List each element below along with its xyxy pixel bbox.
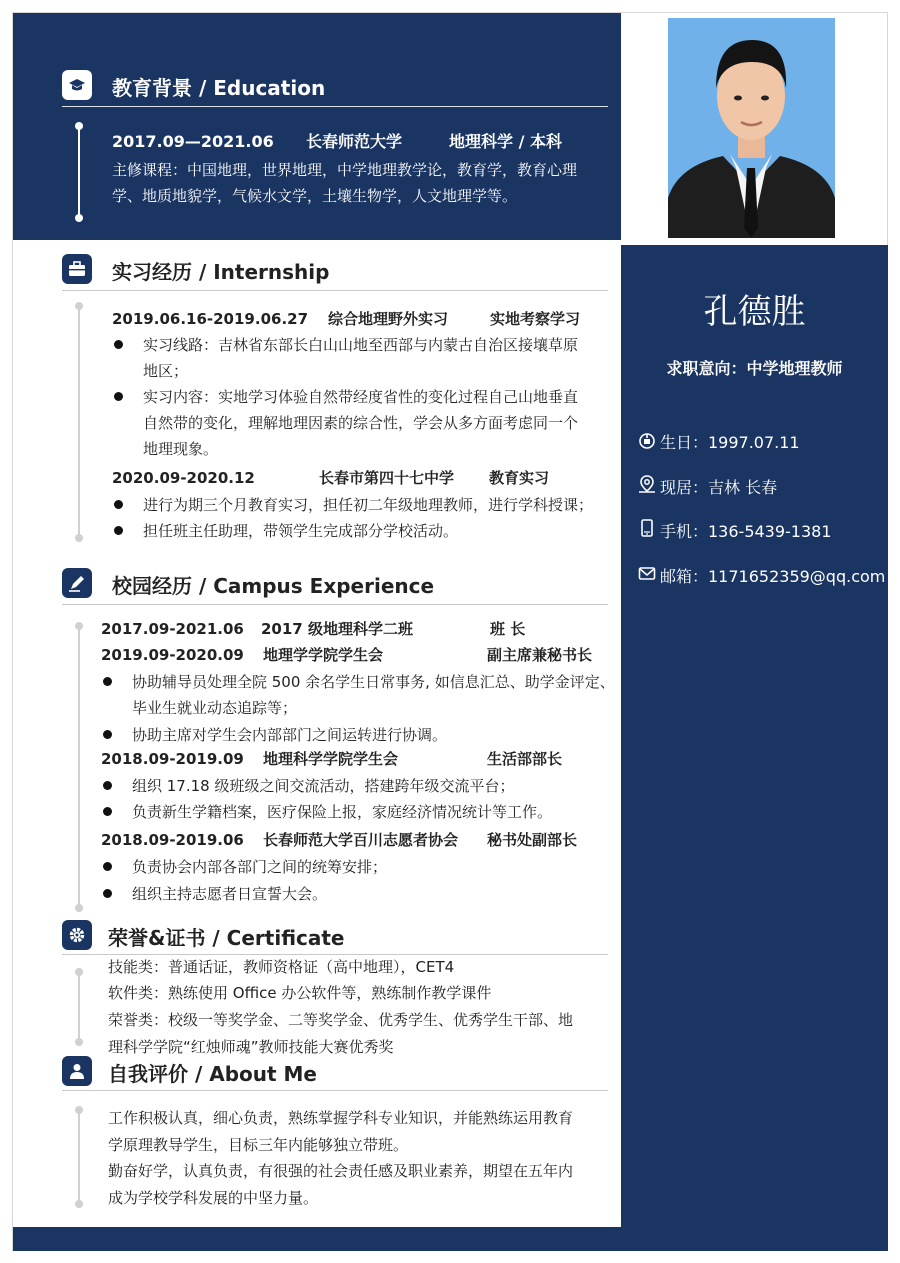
section-title-campus: 校园经历 / Campus Experience <box>112 574 435 598</box>
section-header-education <box>62 70 608 100</box>
email-address[interactable]: 邮箱：1171652359@qq.com <box>660 567 886 586</box>
bullet-dot <box>114 340 123 349</box>
phone-number[interactable]: 手机：136-5439-1381 <box>660 522 832 541</box>
bullet-text: 协助辅导员处理全院 500 余名学生日常事务, 如信息汇总、助学金评定、 <box>132 673 615 691</box>
entry-period: 2018.09-2019.09 <box>101 750 244 768</box>
education-courses: 学、地质地貌学，气候水文学，土壤生物学，人文地理学等。 <box>112 187 518 205</box>
entry-organization: 长春市第四十七中学 <box>319 469 455 487</box>
bullet-text: 自然带的变化，理解地理因素的综合性，学会从多方面考虑同一个 <box>143 414 579 432</box>
bullet-text: 担任班主任助理，带领学生完成部分学校活动。 <box>143 522 459 540</box>
person-icon <box>62 1056 92 1086</box>
section-title-certificate: 荣誉&证书 / Certificate <box>108 926 345 950</box>
gear-icon <box>62 920 92 950</box>
job-objective: 求职意向：中学地理教师 <box>666 359 843 378</box>
timeline-line <box>78 1110 80 1204</box>
bottom-bar <box>13 1227 888 1251</box>
entry-role: 生活部部长 <box>487 750 563 768</box>
cake-icon <box>638 431 656 449</box>
timeline-dot <box>75 968 83 976</box>
section-title-internship: 实习经历 / Internship <box>112 260 330 284</box>
briefcase-icon <box>62 254 92 284</box>
certificate-line: 技能类：普通话证，教师资格证（高中地理），CET4 <box>108 958 455 976</box>
profile-name: 孔德胜 <box>703 292 806 332</box>
section-title-about: 自我评价 / About Me <box>108 1062 317 1086</box>
bullet-dot <box>103 730 112 739</box>
bullet-dot <box>103 889 112 898</box>
pen-hand-icon <box>62 568 92 598</box>
section-header-certificate <box>62 920 608 950</box>
certificate-line: 理科学学院“红烛师魂”教师技能大赛优秀奖 <box>108 1038 394 1056</box>
timeline-dot <box>75 904 83 912</box>
bullet-dot <box>103 807 112 816</box>
entry-role: 班 长 <box>490 620 526 638</box>
timeline-line <box>78 124 80 218</box>
section-header-about <box>62 1056 608 1086</box>
section-divider <box>62 1090 608 1091</box>
portrait-illustration <box>668 18 835 238</box>
timeline-dot <box>75 214 83 222</box>
entry-role: 教育实习 <box>489 469 550 487</box>
bullet-dot <box>114 526 123 535</box>
entry-role: 副主席兼秘书长 <box>487 646 593 664</box>
timeline-dot <box>75 622 83 630</box>
bullet-text: 负责协会内部各部门之间的统筹安排； <box>132 858 388 876</box>
entry-period: 2017.09-2021.06 <box>101 620 244 638</box>
certificate-line: 荣誉类：校级一等奖学金、二等奖学金、优秀学生、优秀学生干部、地 <box>108 1011 574 1029</box>
bullet-text: 组织主持志愿者日宣誓大会。 <box>132 885 328 903</box>
timeline-dot <box>75 302 83 310</box>
entry-period: 2018.09-2019.06 <box>101 831 244 849</box>
bullet-text: 毕业生就业动态追踪等； <box>132 699 298 717</box>
entry-organization: 2017 级地理科学二班 <box>261 620 413 638</box>
entry-organization: 综合地理野外实习 <box>328 310 449 328</box>
section-divider <box>62 290 608 291</box>
education-period: 2017.09—2021.06 <box>112 132 274 151</box>
timeline-dot <box>75 534 83 542</box>
bullet-dot <box>114 392 123 401</box>
bullet-text: 实习线路：吉林省东部长白山山地至西部与内蒙古自治区接壤草原 <box>143 336 579 354</box>
entry-organization: 地理科学学院学生会 <box>263 750 399 768</box>
section-title-education: 教育背景 / Education <box>112 76 326 100</box>
section-divider <box>62 604 608 605</box>
entry-role: 秘书处副部长 <box>487 831 578 849</box>
timeline-line <box>78 626 80 908</box>
education-courses: 主修课程：中国地理，世界地理，中学地理教学论，教育学，教育心理 <box>112 161 578 179</box>
entry-organization: 长春师范大学百川志愿者协会 <box>263 831 459 849</box>
residence: 现居：吉林 长春 <box>660 478 778 497</box>
graduation-cap-icon <box>62 70 92 100</box>
profile-panel <box>621 245 888 1227</box>
birth-date: 生日：1997.07.11 <box>660 433 800 452</box>
bullet-dot <box>103 677 112 686</box>
section-header-campus <box>62 568 608 598</box>
timeline-line <box>78 972 80 1042</box>
education-major: 地理科学 / 本科 <box>449 132 562 151</box>
about-line: 成为学校学科发展的中坚力量。 <box>108 1189 319 1207</box>
about-line: 学原理教导学生，目标三年内能够独立带班。 <box>108 1136 409 1154</box>
bullet-text: 协助主席对学生会内部部门之间运转进行协调。 <box>132 726 448 744</box>
bullet-dot <box>103 781 112 790</box>
section-divider <box>62 106 608 107</box>
about-line: 勤奋好学，认真负责，有很强的社会责任感及职业素养，期望在五年内 <box>108 1162 574 1180</box>
timeline-dot <box>75 1038 83 1046</box>
section-header-internship <box>62 254 608 284</box>
about-line: 工作积极认真，细心负责，熟练掌握学科专业知识，并能熟练运用教育 <box>108 1109 574 1127</box>
bullet-dot <box>114 500 123 509</box>
education-school: 长春师范大学 <box>306 132 403 151</box>
phone-icon <box>638 519 656 537</box>
bullet-text: 地理现象。 <box>143 440 219 458</box>
timeline-dot <box>75 1106 83 1114</box>
timeline-dot <box>75 122 83 130</box>
certificate-line: 软件类：熟练使用 Office 办公软件等，熟练制作教学课件 <box>108 984 492 1002</box>
bullet-dot <box>103 862 112 871</box>
bullet-text: 负责新生学籍档案，医疗保险上报，家庭经济情况统计等工作。 <box>132 803 553 821</box>
bullet-text: 地区； <box>143 362 189 380</box>
entry-organization: 地理学学院学生会 <box>263 646 384 664</box>
timeline-dot <box>75 1200 83 1208</box>
location-icon <box>638 475 656 493</box>
mail-icon <box>638 564 656 582</box>
bullet-text: 进行为期三个月教育实习，担任初二年级地理教师，进行学科授课； <box>143 496 594 514</box>
entry-period: 2020.09-2020.12 <box>112 469 255 487</box>
bullet-text: 组织 17.18 级班级之间交流活动，搭建跨年级交流平台； <box>132 777 515 795</box>
entry-role: 实地考察学习 <box>490 310 581 328</box>
timeline-line <box>78 306 80 538</box>
entry-period: 2019.09-2020.09 <box>101 646 244 664</box>
profile-photo <box>668 18 835 238</box>
entry-period: 2019.06.16-2019.06.27 <box>112 310 309 328</box>
bullet-text: 实习内容：实地学习体验自然带经度省性的变化过程自己山地垂直 <box>143 388 579 406</box>
